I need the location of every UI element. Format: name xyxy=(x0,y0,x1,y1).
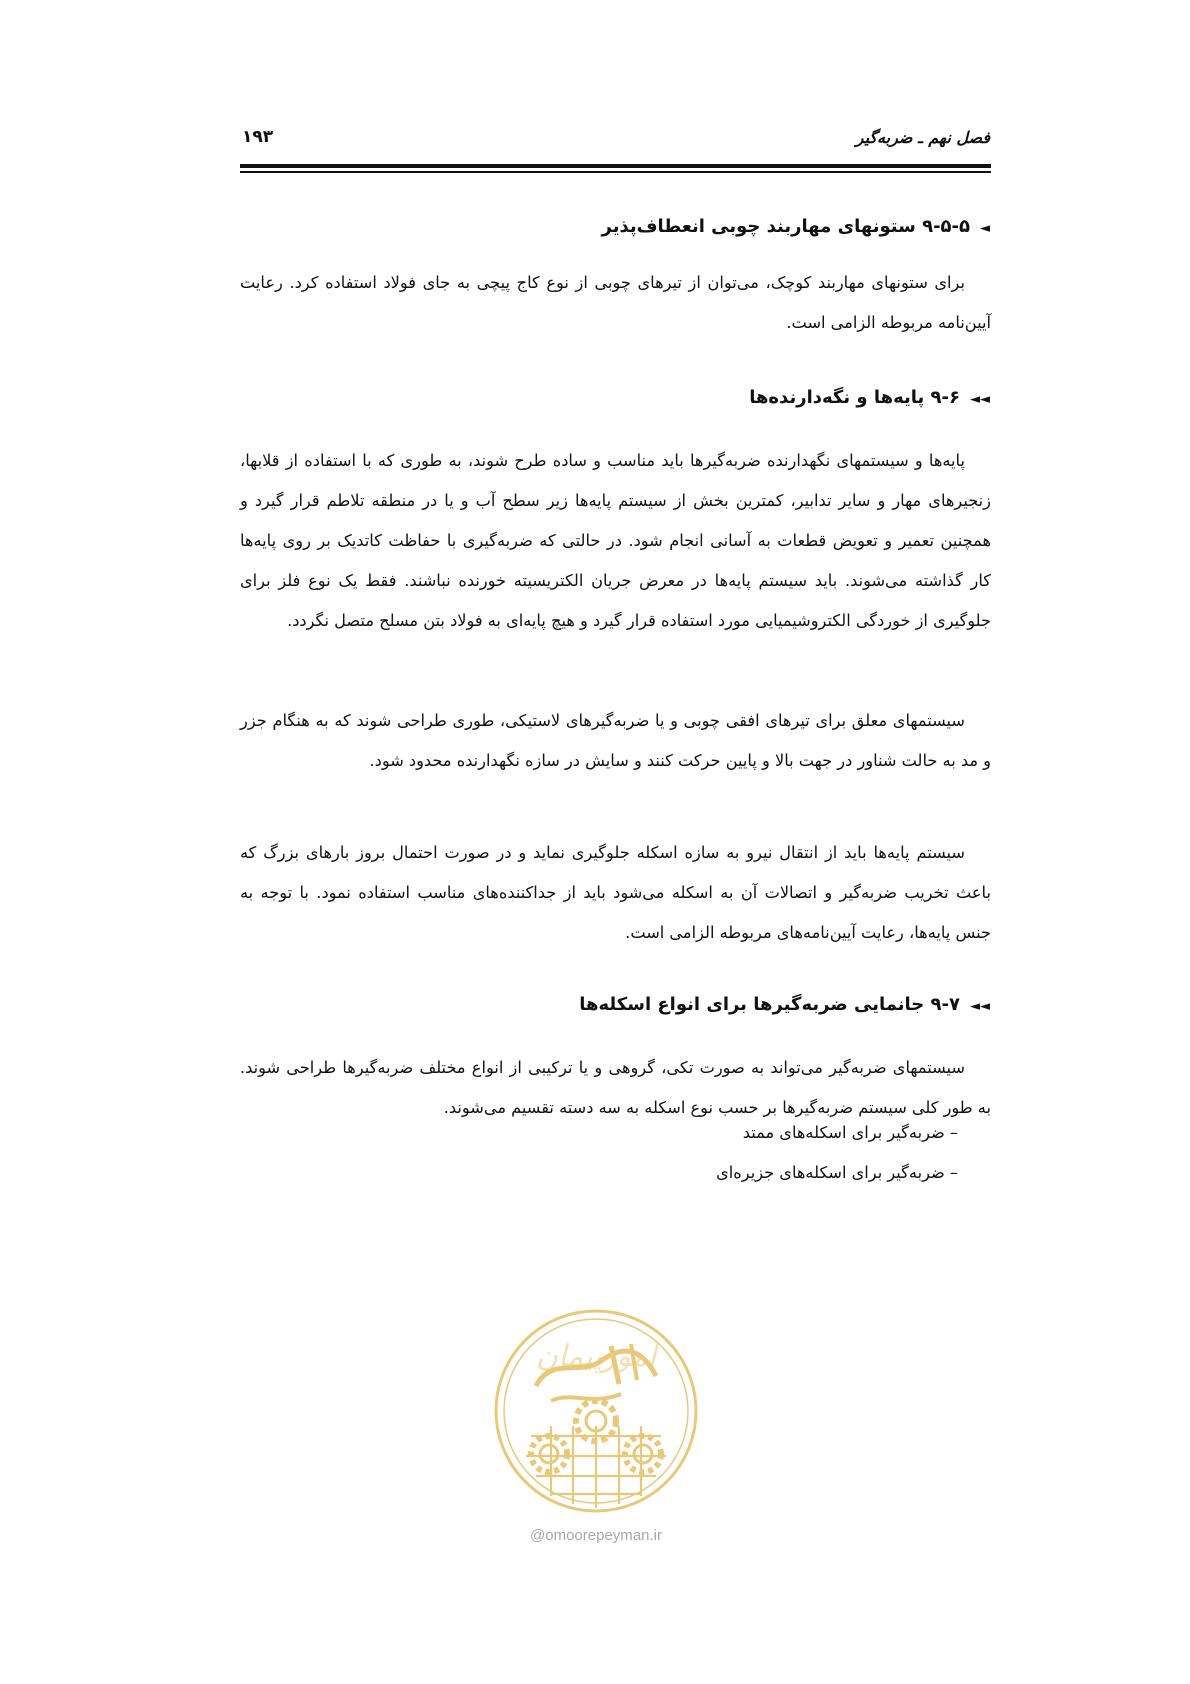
running-header-chapter-title: فصل نهم ـ ضربه‌گیر xyxy=(855,128,990,147)
paragraph: سیستم پایه‌ها باید از انتقال نیرو به سازه اسکله جلوگیری نماید و در صورت احتمال بروز بارهای بزرگ که باعث تخریب ضربه‌گیر و اتصالات آن به اسکله می‌شود باید از جداکننده‌های مناسب استفاده نمود. با توجه به جنس پایه‌ها، رعایت آیین‌نامه‌های مربوطه الزامی است. xyxy=(240,843,991,942)
section-heading-9-7 xyxy=(579,994,990,1015)
section-heading-9-5-5 xyxy=(602,216,991,237)
page-number: ۱۹۳ xyxy=(242,127,274,147)
section-marker-icon: ◄◄ xyxy=(970,999,990,1014)
paragraph: پایه‌ها و سیستمهای نگهدارنده ضربه‌گیرها باید مناسب و ساده طرح شوند، به طوری که با استفاده از قلابها، زنجیرهای مهار و سایر تدابیر، کمترین بخش از سیستم پایه‌ها زیر سطح آب و یا در منطقه تلاطم قرار گیرد و همچنین تعمیر و تعویض قطعات به آسانی انجام شود. در حالتی که ضربه‌گیری با حفاظت کاتدیک بر روی پایه‌ها کار گذاشته می‌شوند. باید سیستم پایه‌ها در معرض جریان الکتریسیته خورنده نباشند. فقط یک نوع فلز برای جلوگیری از خوردگی الکتروشیمیایی مورد استفاده قرار گیرد و هیچ پایه‌ای به فولاد بتن مسلح متصل نگردد. xyxy=(240,451,991,630)
paragraph: سیستمهای معلق برای تیرهای افقی چوبی و یا ضربه‌گیرهای لاستیکی، طوری طراحی شوند که به هنگام جزر و مد به حالت شناور در جهت بالا و پایین حرکت کنند و سایش در سازه نگهدارنده محدود شود. xyxy=(240,711,991,770)
list-item: – ضربه‌گیر برای اسکله‌های جزیره‌ای xyxy=(716,1163,958,1182)
header-rule-thin xyxy=(240,171,991,173)
section-heading-text: ۹-۶ پایه‌ها و نگه‌دارنده‌ها xyxy=(749,387,960,408)
paragraph: سیستمهای ضربه‌گیر می‌تواند به صورت تکی، گروهی و یا ترکیبی از انواع مختلف ضربه‌گیرها طراحی شوند. به طور کلی سیستم ضربه‌گیرها بر حسب نوع اسکله به سه دسته تقسیم می‌شوند. xyxy=(240,1058,991,1117)
header-rule-thick xyxy=(240,164,991,168)
section-heading-text: ۹-۷ جانمایی ضربه‌گیرها برای انواع اسکله‌ها xyxy=(579,994,960,1015)
watermark-logo-icon xyxy=(491,1306,701,1516)
paragraph: برای ستونهای مهاربند کوچک، می‌توان از تیرهای چوبی از نوع کاج پیچی به جای فولاد استفاده کرد. رعایت آیین‌نامه مربوطه الزامی است. xyxy=(240,273,991,332)
watermark-logo-text: امورپیمان xyxy=(535,1339,657,1374)
section-heading-9-6 xyxy=(749,387,990,408)
section-marker-icon: ◄◄ xyxy=(970,392,990,407)
watermark-url: @omoorepeyman.ir xyxy=(530,1527,662,1544)
list-item: – ضربه‌گیر برای اسکله‌های ممتد xyxy=(742,1123,958,1142)
section-heading-text: ۹-۵-۵ ستونهای مهاربند چوبی انعطاف‌پذیر xyxy=(601,216,970,237)
section-marker-icon: ◄ xyxy=(980,221,990,236)
